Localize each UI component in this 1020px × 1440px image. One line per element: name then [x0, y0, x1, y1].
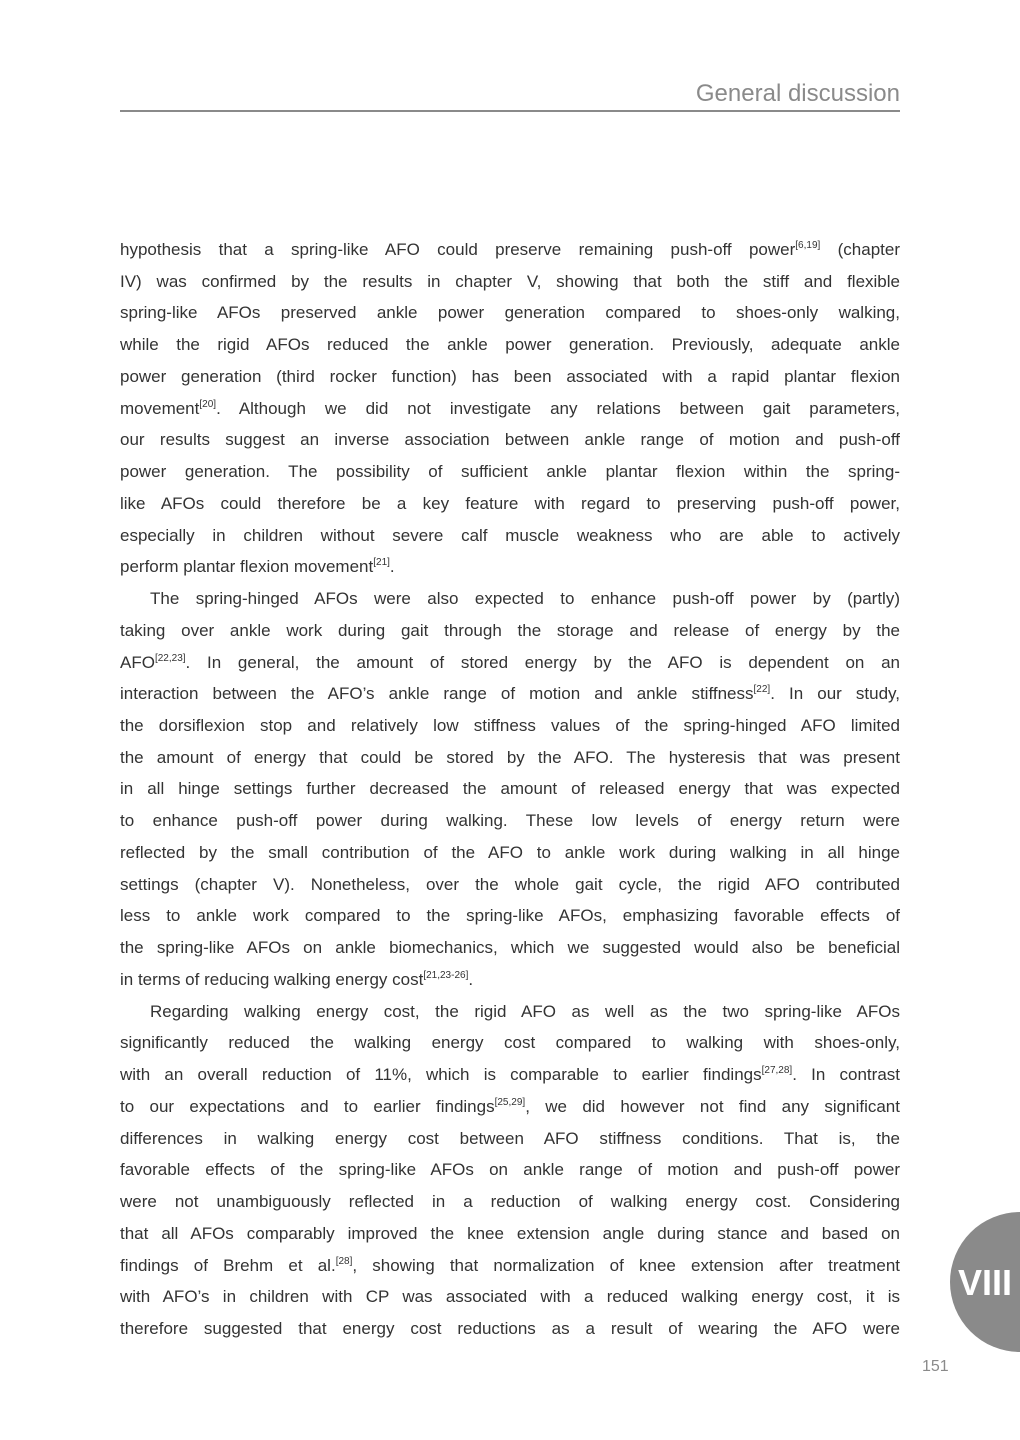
text-segment: perform plantar flexion movement — [120, 557, 374, 577]
text-line — [120, 900, 900, 932]
text-line — [120, 329, 900, 361]
paragraph — [120, 996, 900, 1345]
text-segment: less to ankle work compared to the spring-like AFOs, emphasizing favorable effects of — [120, 906, 900, 926]
text-segment: especially in children without severe calf muscle weakness who are able to actively — [120, 525, 900, 545]
text-segment: the amount of energy that could be stored by the AFO. The hysteresis that was present — [120, 747, 900, 767]
text-line — [120, 1123, 900, 1155]
text-line — [120, 932, 900, 964]
text-segment: settings (chapter V). Nonetheless, over the whole gait cycle, the rigid AFO contributed — [120, 874, 900, 894]
text-segment: to our expectations and to earlier findings — [120, 1096, 495, 1116]
text-segment: to enhance push-off power during walking. These low levels of energy return were — [120, 811, 900, 831]
text-line — [120, 1091, 900, 1123]
text-line — [120, 551, 900, 583]
text-line — [120, 615, 900, 647]
text-segment: hypothesis that a spring-like AFO could preserve remaining push-off power — [120, 240, 796, 259]
text-segment: . In our study, — [770, 684, 900, 704]
text-line — [120, 1186, 900, 1218]
text-segment: movement — [120, 398, 200, 418]
text-line — [120, 424, 900, 456]
text-line — [120, 1313, 900, 1345]
text-segment: taking over ankle work during gait through the storage and release of energy by the — [120, 620, 900, 640]
citation-reference: [25,29] — [494, 1096, 526, 1108]
paragraph — [120, 234, 900, 583]
text-segment: the spring-like AFOs on ankle biomechanics, which we suggested would also be beneficial — [120, 938, 900, 958]
text-segment: with AFO’s in children with CP was associated with a reduced walking energy cost, it is — [120, 1287, 900, 1307]
text-line — [120, 678, 900, 710]
chapter-tab — [950, 1212, 1020, 1352]
text-line — [120, 393, 900, 425]
text-line — [120, 869, 900, 901]
text-line — [120, 710, 900, 742]
citation-reference: [27,28] — [761, 1065, 793, 1077]
citation-reference: [28] — [335, 1255, 353, 1267]
text-line — [120, 1218, 900, 1250]
paragraph — [120, 583, 900, 996]
text-segment: like AFOs could therefore be a key feature with regard to preserving push-off power, — [120, 493, 900, 513]
text-segment: therefore suggested that energy cost reductions as a result of wearing the AFO were — [120, 1318, 900, 1338]
text-segment: , we did however not find any significant — [525, 1096, 900, 1116]
text-line — [120, 234, 900, 266]
header-rule — [120, 110, 900, 112]
text-segment: power generation (third rocker function) has been associated with a rapid plantar flexion — [120, 366, 900, 386]
text-line — [120, 488, 900, 520]
text-segment: reflected by the small contribution of the AFO to ankle work during walking in all hinge — [120, 842, 900, 862]
text-line — [120, 456, 900, 488]
text-segment: . In general, the amount of stored energy by the AFO is dependent on an — [185, 652, 900, 672]
text-segment: IV) was confirmed by the results in chapter V, showing that both the stiff and flexible — [120, 271, 900, 291]
text-line — [120, 520, 900, 552]
citation-reference: [22] — [753, 684, 771, 696]
text-line — [120, 1154, 900, 1186]
text-segment: while the rigid AFOs reduced the ankle power generation. Previously, adequate ankle — [120, 335, 900, 355]
text-line — [120, 773, 900, 805]
text-line — [120, 1059, 900, 1091]
text-segment: power generation. The possibility of sufficient ankle plantar flexion within the spring- — [120, 462, 900, 482]
text-line — [120, 805, 900, 837]
text-line — [120, 742, 900, 774]
text-line — [120, 361, 900, 393]
text-line — [120, 964, 900, 996]
text-segment: AFO — [120, 652, 155, 672]
text-segment: significantly reduced the walking energy cost compared to walking with shoes-only, — [120, 1033, 900, 1053]
text-line — [120, 1027, 900, 1059]
text-line — [120, 266, 900, 298]
citation-reference: [20] — [199, 398, 217, 410]
text-segment: in all hinge settings further decreased the amount of released energy that was expected — [120, 779, 900, 799]
citation-reference: [21,23-26] — [423, 969, 469, 981]
text-segment: Regarding walking energy cost, the rigid AFO as well as the two spring-like AFOs — [150, 1001, 900, 1021]
text-line — [120, 1281, 900, 1313]
text-segment: The spring-hinged AFOs were also expected to enhance push-off power by (partly) — [150, 589, 900, 609]
text-segment: . Although we did not investigate any relations between gait parameters, — [216, 398, 900, 418]
text-segment: the dorsiflexion stop and relatively low stiffness values of the spring-hinged AFO limited — [120, 716, 900, 736]
text-line — [120, 297, 900, 329]
body-text — [120, 234, 900, 1345]
text-segment: , showing that normalization of knee extension after treatment — [352, 1255, 900, 1275]
text-segment: . — [468, 969, 474, 989]
text-segment: favorable effects of the spring-like AFOs on ankle range of motion and push-off power — [120, 1160, 900, 1180]
text-segment: our results suggest an inverse association between ankle range of motion and push-off — [120, 430, 900, 450]
running-title: General discussion — [695, 80, 900, 107]
text-segment: were not unambiguously reflected in a reduction of walking energy cost. Considering — [120, 1192, 900, 1212]
citation-reference: [6,19] — [795, 240, 821, 251]
text-line — [120, 1250, 900, 1282]
text-segment: . In contrast — [792, 1065, 900, 1085]
citation-reference: [21] — [373, 557, 390, 569]
text-segment: findings of Brehm et al. — [120, 1255, 336, 1275]
text-segment: spring-like AFOs preserved ankle power generation compared to shoes-only walking, — [120, 303, 900, 323]
text-segment: interaction between the AFO’s ankle range of motion and ankle stiffness — [120, 684, 754, 704]
text-line — [120, 583, 900, 615]
citation-reference: [22,23] — [154, 652, 186, 664]
text-line — [120, 837, 900, 869]
text-line — [120, 647, 900, 679]
chapter-number: VIII — [958, 1262, 1013, 1303]
text-segment: . — [389, 557, 395, 577]
page-number: 151 — [922, 1358, 949, 1375]
text-segment: (chapter — [820, 240, 900, 259]
text-segment: that all AFOs comparably improved the knee extension angle during stance and based on — [120, 1223, 900, 1243]
text-line — [120, 996, 900, 1028]
text-segment: in terms of reducing walking energy cost — [120, 969, 424, 989]
text-segment: differences in walking energy cost between AFO stiffness conditions. That is, the — [120, 1128, 900, 1148]
text-segment: with an overall reduction of 11%, which is comparable to earlier findings — [120, 1065, 762, 1085]
